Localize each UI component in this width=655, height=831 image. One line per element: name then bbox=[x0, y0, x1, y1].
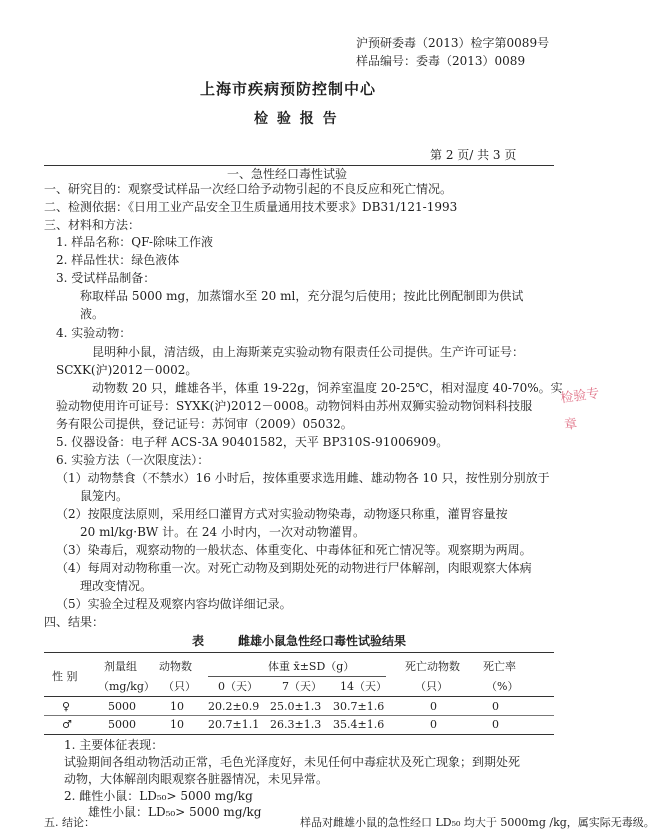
cell-count: 10 bbox=[170, 700, 184, 713]
method-step-5: （5）实验全过程及观察内容均做详细记录。 bbox=[56, 597, 292, 611]
header-rule bbox=[44, 165, 554, 166]
method-step-2-cont: 20 ml/kg·BW 计。在 24 小时内，一次对动物灌胃。 bbox=[80, 525, 365, 539]
stamp-text-bottom: 章 bbox=[563, 416, 579, 434]
page-info: 第 2 页/ 共 3 页 bbox=[430, 148, 517, 162]
animals-feed: 务有限公司提供，登记证号：苏饲审（2009）05032。 bbox=[56, 417, 353, 431]
cell-dose: 5000 bbox=[108, 718, 136, 731]
cell-day-7: 26.3±1.3 bbox=[270, 718, 322, 731]
cell-deaths: 0 bbox=[430, 718, 437, 731]
section-title: 一、急性经口毒性试验 bbox=[227, 167, 348, 181]
table-bottom-rule bbox=[44, 734, 554, 735]
conclusion-text: 样品对雌雄小鼠的急性经口 LD₅₀ 均大于 5000mg /kg，属实际无毒级。 bbox=[300, 816, 655, 829]
cell-day-7: 25.0±1.3 bbox=[270, 700, 322, 713]
header-day-14: 14（天） bbox=[340, 680, 387, 693]
stamp-text-top: 检验专 bbox=[559, 386, 601, 407]
method-step-2: （2）按限度法原则，采用经口灌胃方式对实验动物染毒，动物逐只称重，灌胃容量按 bbox=[56, 507, 508, 521]
basis-line: 二、检测依据：《日用工业产品安全卫生质量通用技术要求》DB31/121-1993 bbox=[44, 200, 458, 214]
cell-rate: 0 bbox=[492, 700, 499, 713]
header-dose: 剂量组 bbox=[104, 660, 137, 673]
animals-heading: 4. 实验动物： bbox=[56, 326, 132, 340]
ld50-female: 2. 雌性小鼠：LD₅₀> 5000 mg/kg bbox=[64, 789, 253, 803]
header-deaths: 死亡动物数 bbox=[405, 660, 460, 673]
cell-dose: 5000 bbox=[108, 700, 136, 713]
sample-appearance: 2. 样品性状：绿色液体 bbox=[56, 253, 180, 267]
preparation-heading: 3. 受试样品制备： bbox=[56, 271, 156, 285]
weight-subheader-rule bbox=[208, 676, 386, 677]
header-rate: 死亡率 bbox=[483, 660, 516, 673]
header-day-0: 0（天） bbox=[218, 680, 258, 693]
header-day-7: 7（天） bbox=[282, 680, 322, 693]
signs-heading: 1. 主要体征表现： bbox=[64, 738, 164, 752]
report-title: 检 验 报 告 bbox=[254, 111, 339, 127]
table-caption: 雌雄小鼠急性经口毒性试验结果 bbox=[238, 634, 407, 648]
official-stamp bbox=[558, 371, 634, 498]
cell-count: 10 bbox=[170, 718, 184, 731]
cell-day-14: 30.7±1.6 bbox=[333, 700, 385, 713]
header-sex: 性 别 bbox=[52, 670, 78, 683]
header-count-unit: （只） bbox=[163, 680, 196, 693]
method-step-1: （1）动物禁食（不禁水）16 小时后，按体重要求选用雌、雄动物各 10 只，按性别分别放于 bbox=[56, 471, 550, 485]
results-heading: 四、结果： bbox=[44, 615, 105, 629]
signs-text-cont: 动物，大体解剖肉眼观察各脏器情况，未见异常。 bbox=[64, 772, 329, 786]
animals-permit: 验动物使用许可证号：SYXK(沪)2012－0008。动物饲料由苏州双狮实验动物饲料科技服 bbox=[56, 399, 533, 413]
method-step-4-cont: 理改变情况。 bbox=[80, 579, 153, 593]
preparation-text: 称取样品 5000 mg，加蒸馏水至 20 ml，充分混匀后使用；按此比例配制即为供试 bbox=[80, 289, 524, 303]
cell-sex: ♀ bbox=[62, 700, 71, 713]
table-row-rule bbox=[44, 715, 554, 716]
method-step-3: （3）染毒后，观察动物的一般状态、体重变化、中毒体征和死亡情况等。观察期为两周。 bbox=[56, 543, 532, 557]
header-count: 动物数 bbox=[159, 660, 192, 673]
table-header-rule bbox=[44, 696, 554, 697]
conclusion-heading: 五. 结论： bbox=[44, 816, 95, 829]
cell-rate: 0 bbox=[492, 718, 499, 731]
method-step-4: （4）每周对动物称重一次。对死亡动物及到期处死的动物进行尸体解剖，肉眼观察大体病 bbox=[56, 561, 532, 575]
ld50-male: 雄性小鼠：LD₅₀> 5000 mg/kg bbox=[88, 805, 262, 819]
cell-sex: ♂ bbox=[62, 718, 72, 731]
purpose-line: 一、研究目的：观察受试样品一次经口给予动物引起的不良反应和死亡情况。 bbox=[44, 182, 453, 196]
table-caption-prefix: 表 bbox=[192, 634, 205, 648]
method-step-1-cont: 鼠笼内。 bbox=[80, 489, 129, 503]
signs-text: 试验期间各组动物活动正常，毛色光泽度好，未见任何中毒症状及死亡现象；到期处死 bbox=[64, 755, 521, 769]
cell-day-0: 20.2±0.9 bbox=[208, 700, 260, 713]
header-deaths-unit: （只） bbox=[415, 680, 448, 693]
materials-heading: 三、材料和方法： bbox=[44, 218, 141, 232]
sample-name: 1. 样品名称：QF-除味工作液 bbox=[56, 235, 213, 249]
cell-day-14: 35.4±1.6 bbox=[333, 718, 385, 731]
animals-source: 昆明种小鼠，清洁级，由上海斯莱克实验动物有限责任公司提供。生产许可证号： bbox=[92, 345, 525, 359]
animals-count: 动物数 20 只，雌雄各半，体重 19-22g，饲养室温度 20-25℃，相对湿度 40-70%。实 bbox=[92, 381, 563, 395]
header-dose-unit: （mg/kg） bbox=[98, 680, 155, 693]
sample-number: 样品编号：委毒（2013）0089 bbox=[356, 54, 526, 68]
preparation-text-cont: 液。 bbox=[80, 307, 105, 321]
header-weight: 体重 x̄±SD（g） bbox=[268, 660, 355, 673]
header-rate-unit: （%） bbox=[486, 680, 519, 693]
method-heading: 6. 实验方法（一次限度法）： bbox=[56, 453, 210, 467]
cell-deaths: 0 bbox=[430, 700, 437, 713]
equipment: 5. 仪器设备：电子秤 ACS-3A 90401582，天平 BP310S-91006909。 bbox=[56, 435, 449, 449]
table-top-rule bbox=[44, 652, 554, 653]
cell-day-0: 20.7±1.1 bbox=[208, 718, 260, 731]
animals-license: SCXK(沪)2012－0002。 bbox=[56, 363, 198, 377]
license-number: 沪预研委毒（2013）检字第0089号 bbox=[356, 36, 550, 50]
center-title: 上海市疾病预防控制中心 bbox=[200, 80, 377, 98]
